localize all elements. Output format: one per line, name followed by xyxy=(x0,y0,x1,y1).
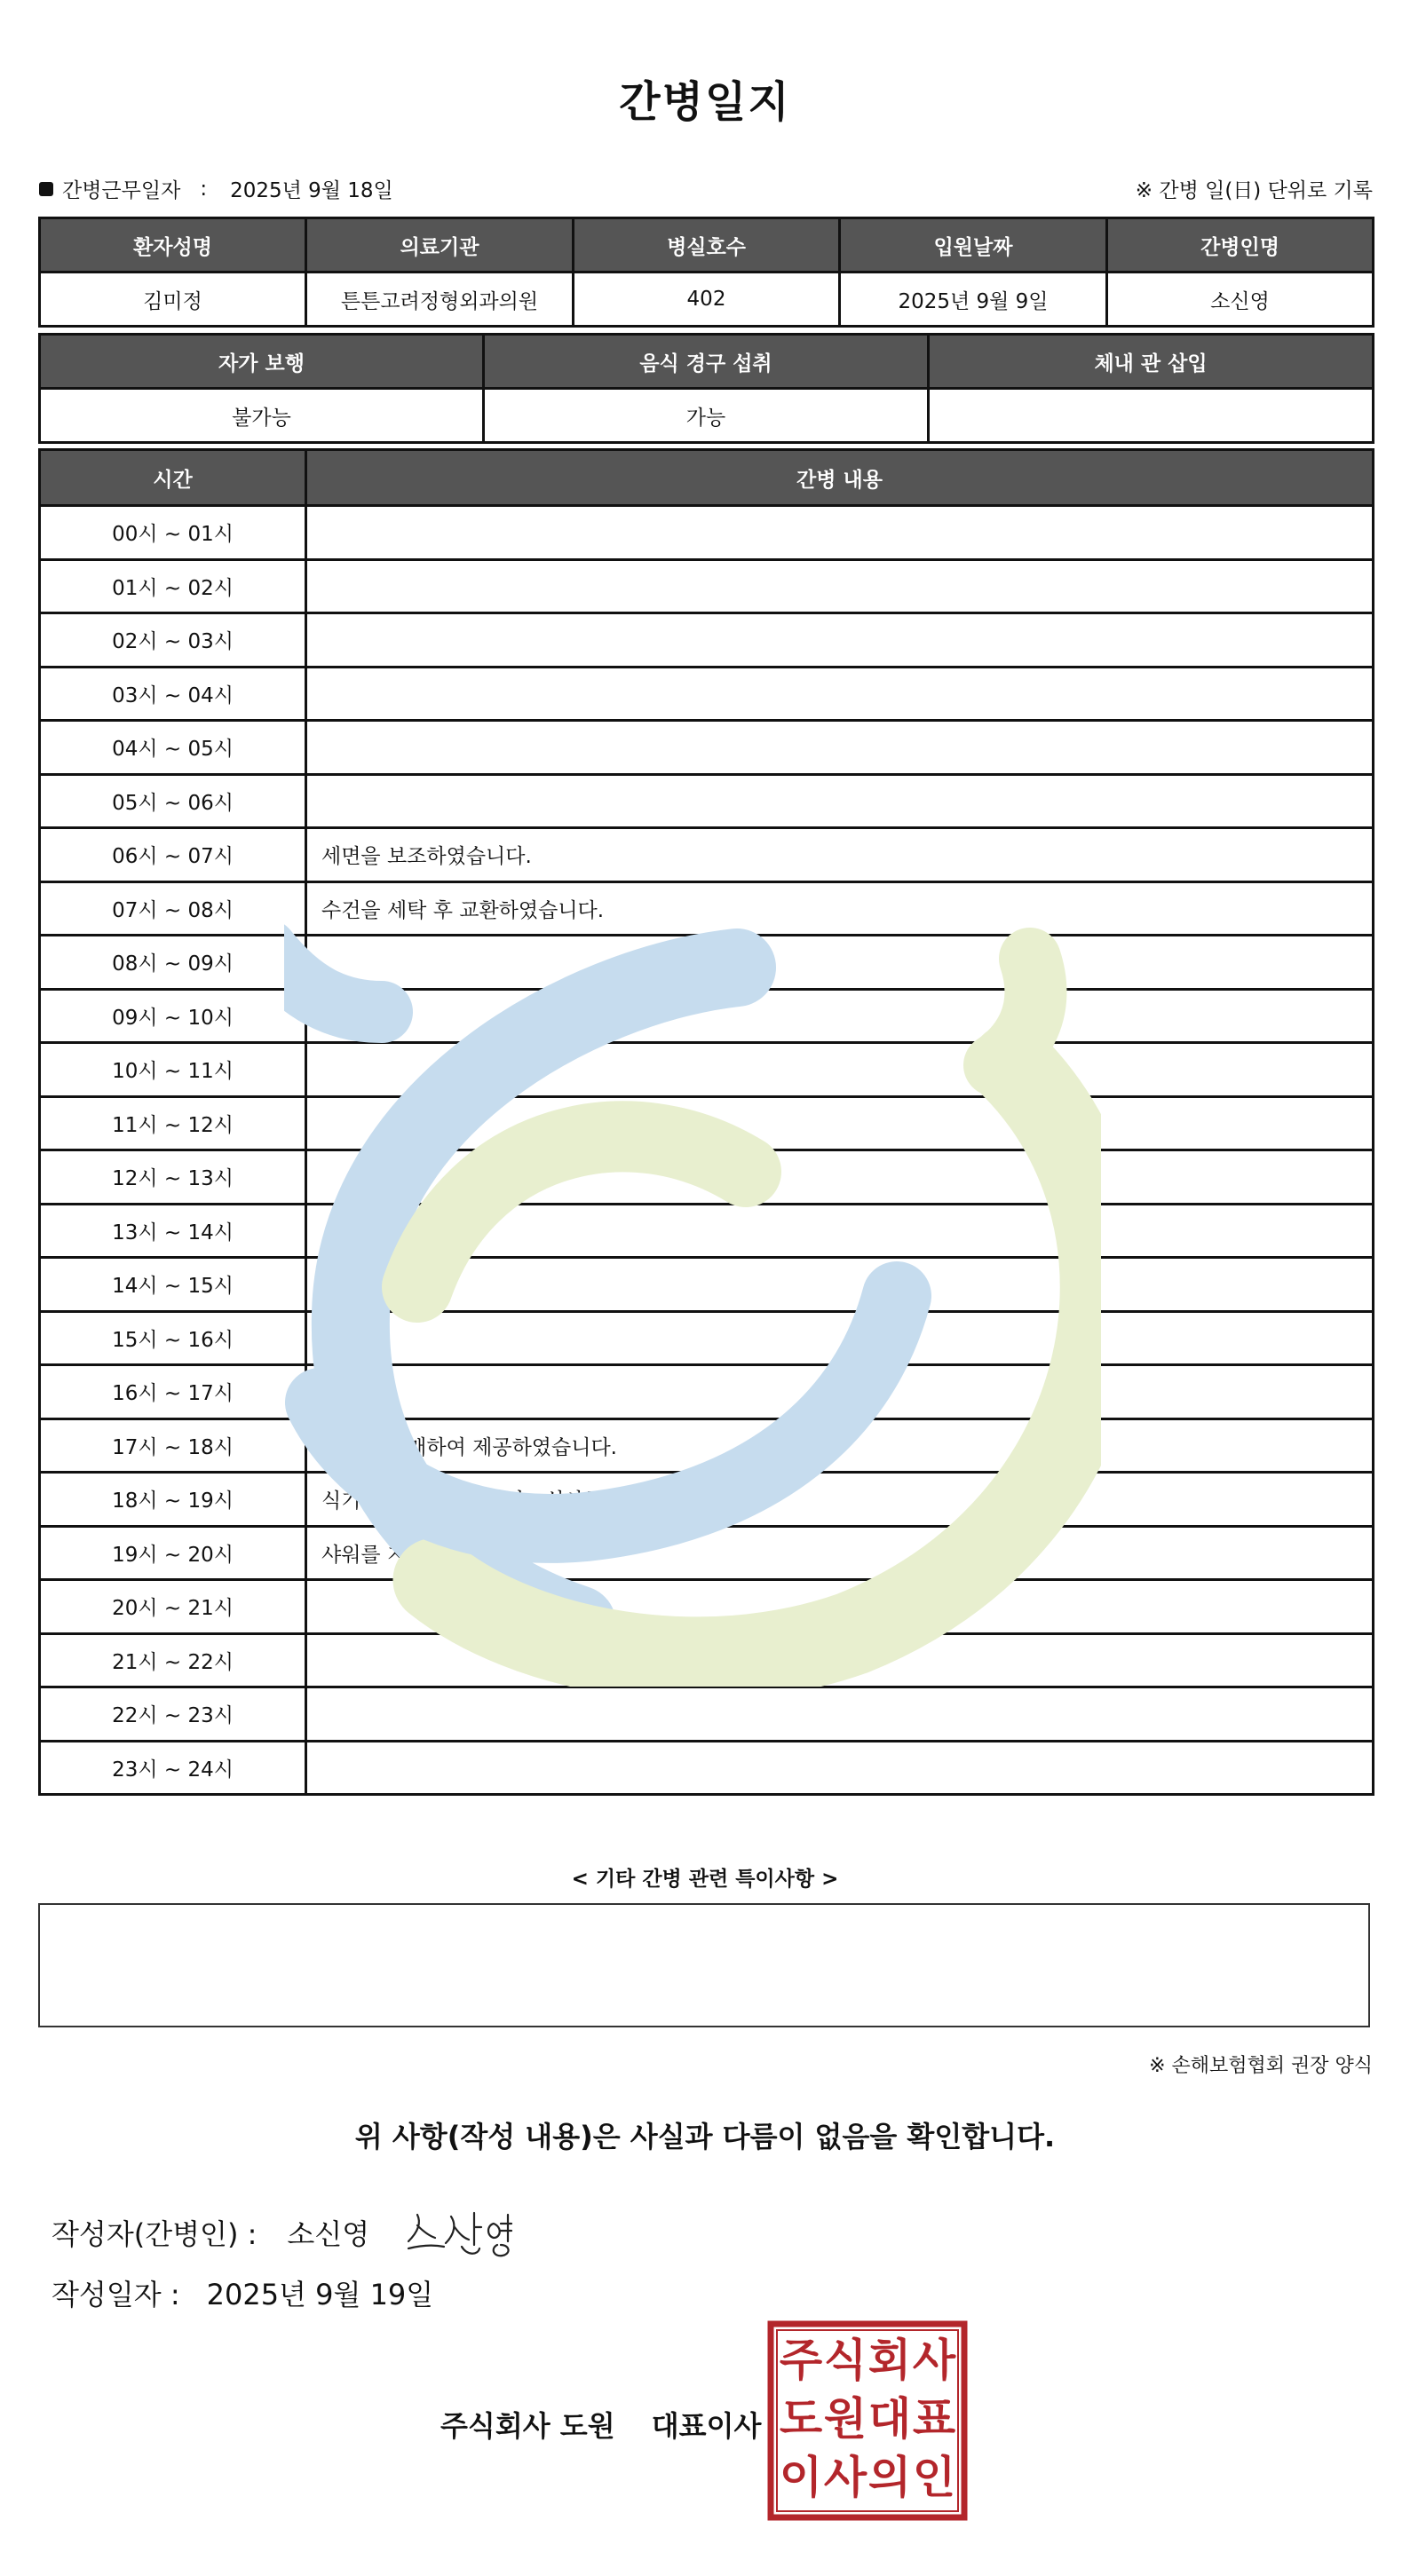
care-log-time: 01시 ~ 02시 xyxy=(40,559,306,613)
care-log-row xyxy=(40,828,1374,882)
self-walking-header: 자가 보행 xyxy=(40,335,484,389)
writer-line xyxy=(51,2206,529,2259)
care-log-time: 07시 ~ 08시 xyxy=(40,881,306,936)
oral-intake-value: 가능 xyxy=(484,389,929,443)
care-log-time: 02시 ~ 03시 xyxy=(40,613,306,668)
care-log-content[interactable] xyxy=(306,1365,1374,1419)
stamp-character: 이 xyxy=(779,2452,823,2503)
care-log-time: 03시 ~ 04시 xyxy=(40,667,306,721)
care-log-time: 14시 ~ 15시 xyxy=(40,1258,306,1312)
care-log-row xyxy=(40,936,1374,990)
care-log-content[interactable] xyxy=(306,1258,1374,1312)
care-log-time: 13시 ~ 14시 xyxy=(40,1204,306,1258)
stamp-character: 사 xyxy=(823,2452,867,2503)
care-log-time: 05시 ~ 06시 xyxy=(40,774,306,828)
care-log-row xyxy=(40,667,1374,721)
patient-info-table xyxy=(38,217,1374,328)
caregiver-name-value: 소신영 xyxy=(1107,273,1374,327)
care-log-row xyxy=(40,1096,1374,1150)
care-log-time: 21시 ~ 22시 xyxy=(40,1633,306,1687)
stamp-character: 인 xyxy=(912,2452,956,2503)
care-log-content[interactable]: 간식을 구매하여 제공하였습니다. xyxy=(306,1418,1374,1473)
care-log-content[interactable] xyxy=(306,506,1374,560)
care-log-content[interactable] xyxy=(306,1311,1374,1365)
care-log-content[interactable] xyxy=(306,1096,1374,1150)
care-log-time: 22시 ~ 23시 xyxy=(40,1687,306,1742)
company-signature-line xyxy=(440,2404,761,2445)
ceo-title: 대표이사 xyxy=(651,2409,762,2443)
care-log-row xyxy=(40,881,1374,936)
stamp-character: 회 xyxy=(867,2335,912,2386)
document-title: 간병일지 xyxy=(619,77,791,127)
care-log-content[interactable] xyxy=(306,1687,1374,1742)
tube-insertion-value xyxy=(929,389,1374,443)
written-date-line xyxy=(51,2272,433,2313)
care-content-header: 간병 내용 xyxy=(306,450,1374,506)
care-log-time: 06시 ~ 07시 xyxy=(40,828,306,882)
work-date-line xyxy=(39,174,393,203)
recommended-form-note: ※ 손해보험협회 권장 양식 xyxy=(1149,2055,1373,2077)
care-log-row xyxy=(40,774,1374,828)
care-log-time: 04시 ~ 05시 xyxy=(40,721,306,775)
written-date-label: 작성일자 : xyxy=(51,2278,180,2311)
stamp-character: 사 xyxy=(912,2335,956,2386)
care-log-row xyxy=(40,559,1374,613)
care-log-row xyxy=(40,1043,1374,1097)
care-log-row xyxy=(40,1150,1374,1205)
company-name: 주식회사 도원 xyxy=(440,2409,615,2443)
writer-name: 소신영 xyxy=(287,2217,370,2251)
care-log-content[interactable] xyxy=(306,1204,1374,1258)
written-date-value: 2025년 9월 19일 xyxy=(206,2278,434,2311)
tube-insertion-header: 체내 관 삽입 xyxy=(929,335,1374,389)
care-log-row xyxy=(40,1258,1374,1312)
admission-date-value: 2025년 9월 9일 xyxy=(840,273,1107,327)
admission-date-header: 입원날짜 xyxy=(840,218,1107,273)
care-log-time: 08시 ~ 09시 xyxy=(40,936,306,990)
care-log-content[interactable]: 식기를 반납하였습니다., 식사를 보조하였습니다. xyxy=(306,1473,1374,1527)
room-number-value: 402 xyxy=(574,273,840,327)
special-notes-box[interactable] xyxy=(38,1903,1370,2027)
care-log-time: 23시 ~ 24시 xyxy=(40,1741,306,1795)
care-log-row xyxy=(40,1365,1374,1419)
patient-info-header-row xyxy=(40,218,1374,273)
patient-status-value-row xyxy=(40,389,1374,443)
patient-status-table xyxy=(38,333,1374,444)
confirmation-statement: 위 사항(작성 내용)은 사실과 다름이 없음을 확인합니다. xyxy=(354,2120,1056,2153)
work-date-value: 2025년 9월 18일 xyxy=(230,179,393,202)
care-log-content[interactable] xyxy=(306,774,1374,828)
care-log-row xyxy=(40,1687,1374,1742)
care-log-row xyxy=(40,721,1374,775)
stamp-character: 식 xyxy=(823,2335,867,2386)
company-seal-stamp-icon xyxy=(767,2320,968,2521)
hospital-header: 의료기관 xyxy=(306,218,574,273)
care-log-content[interactable] xyxy=(306,721,1374,775)
care-log-row xyxy=(40,1311,1374,1365)
patient-status-header-row xyxy=(40,335,1374,389)
care-log-content[interactable] xyxy=(306,1580,1374,1634)
daily-record-note: ※ 간병 일(日) 단위로 기록 xyxy=(1135,179,1373,202)
care-log-time: 12시 ~ 13시 xyxy=(40,1150,306,1205)
care-log-row xyxy=(40,1418,1374,1473)
care-log-content[interactable]: 샤워를 지원하였습니다. xyxy=(306,1526,1374,1580)
stamp-character: 의 xyxy=(867,2452,912,2503)
care-log-row xyxy=(40,506,1374,560)
care-log-content[interactable] xyxy=(306,667,1374,721)
caregiver-name-header: 간병인명 xyxy=(1107,218,1374,273)
care-log-content[interactable] xyxy=(306,1633,1374,1687)
work-date-separator: : xyxy=(200,177,208,201)
work-date-label: 간병근무일자 xyxy=(62,179,181,202)
patient-info-value-row xyxy=(40,273,1374,327)
care-log-row xyxy=(40,613,1374,668)
handwritten-signature-icon xyxy=(405,2206,529,2259)
care-log-time: 09시 ~ 10시 xyxy=(40,989,306,1043)
care-log-header-row xyxy=(40,450,1374,506)
oral-intake-header: 음식 경구 섭취 xyxy=(484,335,929,389)
care-log-body xyxy=(40,506,1374,1795)
care-log-row xyxy=(40,1526,1374,1580)
patient-name-header: 환자성명 xyxy=(40,218,306,273)
care-log-row xyxy=(40,1473,1374,1527)
care-log-time: 15시 ~ 16시 xyxy=(40,1311,306,1365)
care-log-content[interactable] xyxy=(306,613,1374,668)
room-number-header: 병실호수 xyxy=(574,218,840,273)
stamp-character: 원 xyxy=(823,2393,867,2445)
stamp-character: 도 xyxy=(779,2393,823,2445)
care-log-row xyxy=(40,1633,1374,1687)
stamp-character: 표 xyxy=(912,2393,956,2445)
care-log-row xyxy=(40,1580,1374,1634)
care-log-time: 10시 ~ 11시 xyxy=(40,1043,306,1097)
care-log-time: 19시 ~ 20시 xyxy=(40,1526,306,1580)
time-header: 시간 xyxy=(40,450,306,506)
care-log-content[interactable] xyxy=(306,936,1374,990)
care-log-content[interactable] xyxy=(306,1150,1374,1205)
stamp-character: 주 xyxy=(779,2335,823,2386)
care-log-content[interactable] xyxy=(306,1741,1374,1795)
patient-name-value: 김미정 xyxy=(40,273,306,327)
care-log-time: 11시 ~ 12시 xyxy=(40,1096,306,1150)
special-notes-title: < 기타 간병 관련 특이사항 > xyxy=(571,1868,839,1891)
self-walking-value: 불가능 xyxy=(40,389,484,443)
care-log-table xyxy=(38,448,1374,1796)
stamp-character: 대 xyxy=(867,2393,912,2445)
care-log-content[interactable]: 수건을 세탁 후 교환하였습니다. xyxy=(306,881,1374,936)
care-log-time: 18시 ~ 19시 xyxy=(40,1473,306,1527)
care-log-time: 00시 ~ 01시 xyxy=(40,506,306,560)
care-log-content[interactable]: 세면을 보조하였습니다. xyxy=(306,828,1374,882)
care-log-content[interactable] xyxy=(306,1043,1374,1097)
hospital-value: 튼튼고려정형외과의원 xyxy=(306,273,574,327)
care-log-time: 20시 ~ 21시 xyxy=(40,1580,306,1634)
care-log-time: 16시 ~ 17시 xyxy=(40,1365,306,1419)
care-log-content[interactable] xyxy=(306,559,1374,613)
care-log-content[interactable] xyxy=(306,989,1374,1043)
care-log-row xyxy=(40,989,1374,1043)
care-log-row xyxy=(40,1741,1374,1795)
care-log-time: 17시 ~ 18시 xyxy=(40,1418,306,1473)
square-bullet-icon xyxy=(39,182,53,196)
writer-label: 작성자(간병인) : xyxy=(51,2217,257,2251)
care-log-row xyxy=(40,1204,1374,1258)
